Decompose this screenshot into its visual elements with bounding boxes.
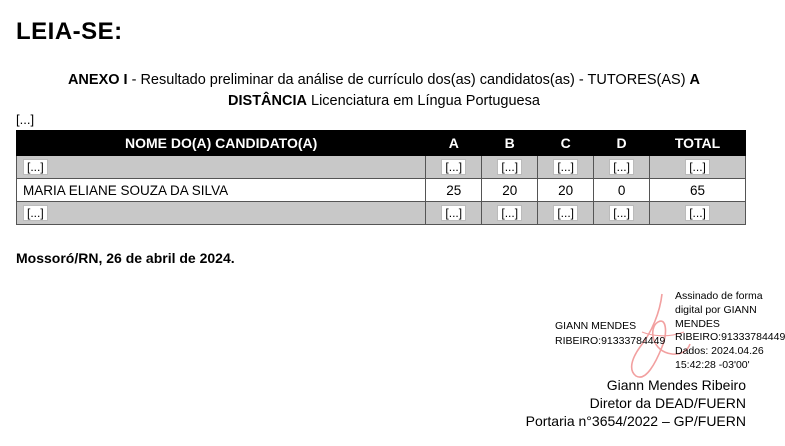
- cell-total: [...]: [685, 159, 710, 175]
- cell-d: 0: [594, 179, 650, 202]
- signer-role: Diretor da DEAD/FUERN: [589, 395, 746, 411]
- cell-d: [...]: [609, 159, 634, 175]
- page-heading: LEIA-SE:: [16, 18, 123, 45]
- cell-b: 20: [482, 179, 538, 202]
- cell-name: [...]: [23, 205, 48, 221]
- annex-bold-distancia: DISTÂNCIA: [228, 93, 307, 109]
- cell-d: [...]: [609, 205, 634, 221]
- cell-a: 25: [426, 179, 482, 202]
- result-table: [16, 130, 746, 225]
- annex-title: [16, 70, 752, 112]
- header-a: A: [426, 131, 482, 156]
- header-b: B: [482, 131, 538, 156]
- header-c: C: [538, 131, 594, 156]
- cell-c: [...]: [553, 205, 578, 221]
- cell-total: [...]: [685, 205, 710, 221]
- cell-total: 65: [650, 179, 746, 202]
- signer-name: Giann Mendes Ribeiro: [606, 377, 746, 393]
- annex-course: Licenciatura em Língua Portuguesa: [306, 93, 540, 109]
- cell-name: [...]: [23, 159, 48, 175]
- cell-a: [...]: [441, 159, 466, 175]
- header-name: NOME DO(A) CANDIDATO(A): [17, 131, 426, 156]
- omission-marker: [...]: [16, 112, 35, 127]
- annex-bold-a: A: [689, 72, 701, 88]
- cell-b: [...]: [497, 205, 522, 221]
- table-header-row: [17, 131, 746, 156]
- cell-c: 20: [538, 179, 594, 202]
- annex-label: ANEXO I: [67, 72, 128, 88]
- place-date: Mossoró/RN, 26 de abril de 2024.: [16, 250, 235, 266]
- table-row: [17, 179, 746, 202]
- cell-c: [...]: [553, 159, 578, 175]
- annex-text: - Resultado preliminar da análise de currículo dos(as) candidatos(as) - TUTORES(AS): [127, 72, 690, 88]
- table-row: [17, 202, 746, 225]
- signer-block: [526, 376, 746, 430]
- cell-name: MARIA ELIANE SOUZA DA SILVA: [17, 179, 426, 202]
- table-row: [17, 156, 746, 179]
- cell-a: [...]: [441, 205, 466, 221]
- header-total: TOTAL: [650, 131, 746, 156]
- digital-signature-name: GIANN MENDES RIBEIRO:91333784449: [555, 320, 666, 347]
- cell-b: [...]: [497, 159, 522, 175]
- signer-ordinance: Portaria n°3654/2022 – GP/FUERN: [525, 413, 746, 429]
- header-d: D: [594, 131, 650, 156]
- digital-signature-details: Assinado de forma digital por GIANN MENDES RIBEIRO:91333784449 Dados: 2024.04.26 15:42:28 -03'00': [675, 290, 785, 371]
